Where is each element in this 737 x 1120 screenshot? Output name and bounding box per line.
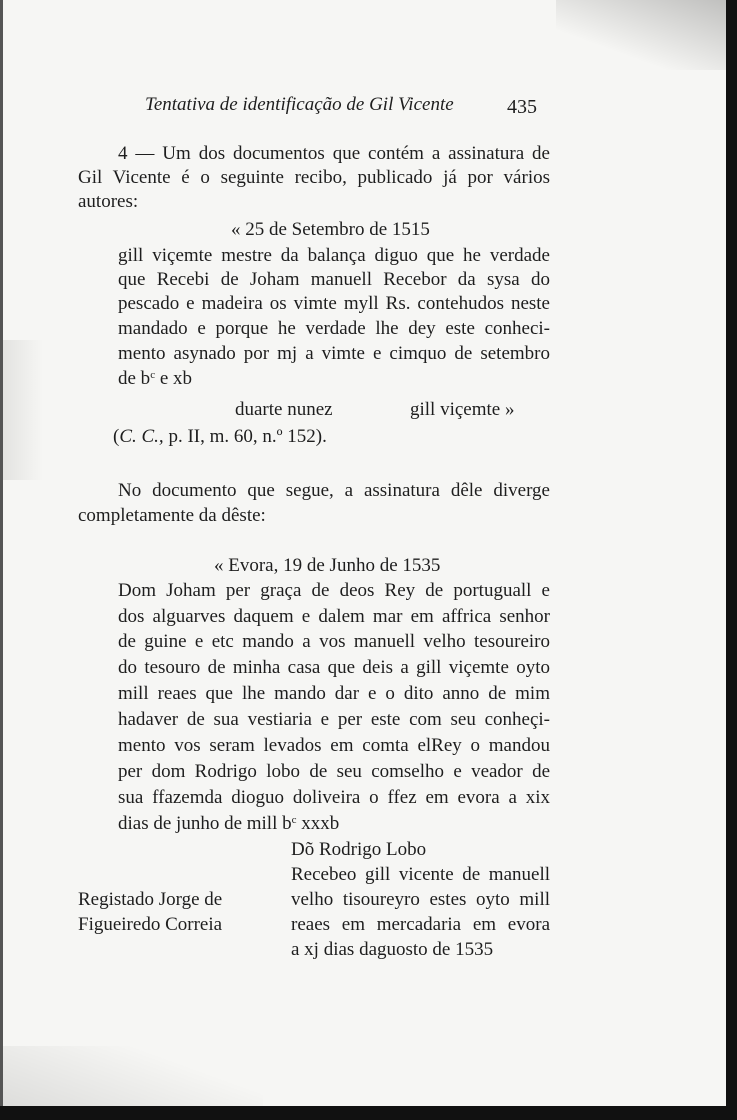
intro-line-3: autores: — [78, 191, 139, 212]
doc2-dateline: « Evora, 19 de Junho de 1535 — [214, 555, 441, 576]
doc2-line-1: Dom Joham per graça de deos Rey de portuguall e — [118, 580, 550, 601]
doc2-receipt-line-4: a xj dias daguosto de 1535 — [291, 939, 494, 960]
doc2-line-10: dias de junho de mill $b^c$ xxxb — [118, 813, 340, 834]
doc2-line-9: sua ffazemda dioguo doliveira o ffez em evora a xix — [118, 787, 550, 808]
scan-shadow-left — [3, 340, 43, 480]
doc1-line-1: gill viçemte mestre da balança diguo que he verdade — [118, 245, 550, 266]
doc2-line-5: mill reaes que lhe mando dar e o dito anno de mim — [118, 683, 550, 704]
doc2-signature: Dõ Rodrigo Lobo — [291, 839, 427, 860]
doc2-line-7: mento vos seram levados em comta elRey o mandou — [118, 735, 550, 756]
doc2-receipt-line-2: velho tisoureyro estes oyto mill — [291, 889, 550, 910]
doc1-line-2: que Recebi de Joham manuell Recebor da sysa do — [118, 269, 550, 290]
scan-edge-bottom — [0, 1106, 737, 1120]
doc1-signer-left: duarte nunez — [235, 399, 333, 420]
doc1-line-5: mento asynado por mj a vimte e cimquo de setembro — [118, 343, 550, 364]
scan-edge-right — [726, 0, 737, 1120]
doc1-line-4: mandado e porque he verdade lhe dey este conheci- — [118, 318, 550, 339]
registry-line-2: Figueiredo Correia — [78, 914, 223, 935]
page-number: 435 — [507, 96, 537, 118]
doc2-line-4: do tesouro de minha casa que deis a gill viçemte oyto — [118, 657, 550, 678]
doc1-signer-right: gill viçemte » — [410, 399, 515, 420]
registry-line-1: Registado Jorge de — [78, 889, 223, 910]
doc2-receipt-line-1: Recebeo gill vicente de manuell — [291, 864, 550, 885]
intro-line-1: 4 — Um dos documentos que contém a assinatura de — [118, 143, 550, 164]
transition-line-1: No documento que segue, a assinatura dêle diverge — [118, 480, 550, 501]
transition-line-2: completamente da dêste: — [78, 505, 266, 526]
scan-shadow-bottom-left — [3, 1046, 263, 1106]
running-title: Tentativa de identificação de Gil Vicente — [145, 94, 454, 115]
intro-line-2: Gil Vicente é o seguinte recibo, publicado já por vários — [78, 167, 550, 188]
doc2-line-3: de guine e etc mando a vos manuell velho tesoureiro — [118, 631, 550, 652]
doc2-line-6: hadaver de sua vestiaria e per este com seu conheçi- — [118, 709, 550, 730]
doc2-line-2: dos alguarves daquem e dalem mar em affrica senhor — [118, 606, 550, 627]
scan-shadow-top-right — [556, 0, 726, 70]
doc1-line-3: pescado e madeira os vimte myll Rs. contehudos neste — [118, 293, 550, 314]
doc2-line-8: per dom Rodrigo lobo de seu comselho e veador de — [118, 761, 550, 782]
doc2-receipt-line-3: reaes em mercadaria em evora — [291, 914, 550, 935]
doc1-citation: (C. C., p. II, m. 60, n.º 152). — [113, 426, 327, 447]
scan-edge-left — [0, 0, 3, 1120]
doc1-dateline: « 25 de Setembro de 1515 — [231, 219, 430, 240]
doc1-line-6: de $b^c$ e xb — [118, 368, 193, 389]
